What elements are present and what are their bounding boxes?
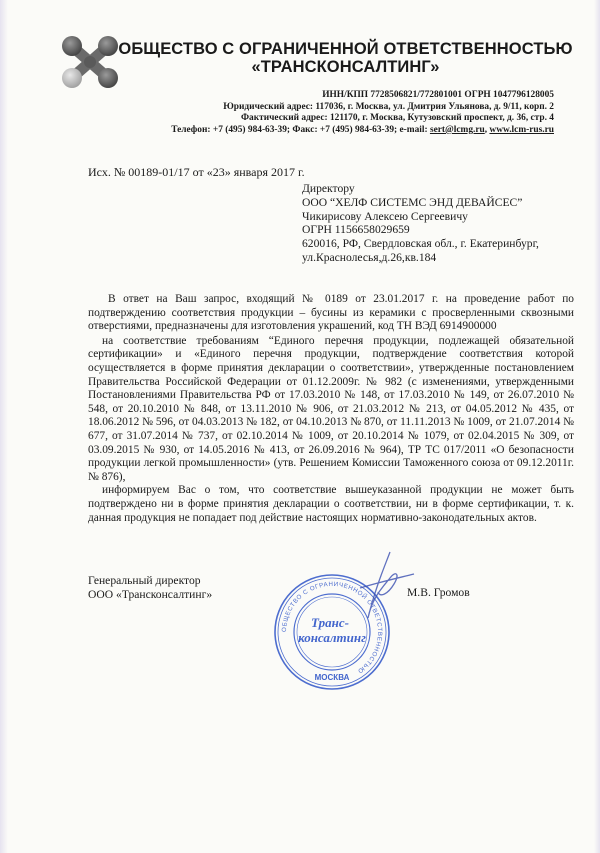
handwritten-signature-icon bbox=[350, 548, 420, 628]
stamp-text-line1: Транс- bbox=[311, 615, 349, 630]
inn-line: ИНН/КПП 7728506821/772801001 ОГРН 1047796128005 bbox=[322, 90, 554, 100]
scan-edge-left bbox=[0, 0, 8, 853]
company-logo-icon bbox=[60, 34, 120, 90]
outgoing-number: Исх. № 00189-01/17 от «23» января 2017 г. bbox=[88, 165, 305, 179]
recipient-line: ООО “ХЕЛФ СИСТЕМС ЭНД ДЕВАЙСЕС” bbox=[302, 195, 523, 209]
legal-address: Юридический адрес: 117036, г. Москва, ул. Дмитрия Ульянова, д. 9/11, корп. 2 bbox=[223, 101, 554, 112]
stamp-text-line2: консалтинг bbox=[298, 630, 366, 645]
org-title-line2: «ТРАНСКОНСАЛТИНГ» bbox=[251, 58, 440, 76]
recipient-line: Чикирисову Алексею Сергеевичу bbox=[302, 209, 468, 223]
website-link[interactable]: www.lcm-rus.ru bbox=[489, 124, 554, 135]
recipient-line: ул.Краснолесья,д.26,кв.184 bbox=[302, 250, 437, 264]
organization-title bbox=[118, 40, 573, 76]
recipient-line: 620016, РФ, Свердловская обл., г. Екатеринбург, bbox=[302, 237, 539, 251]
signatory-company: ООО «Трансконсалтинг» bbox=[88, 588, 213, 601]
contacts-text: Телефон: +7 (495) 984-63-39; Факс: +7 (495) 984-63-39; e-mail: bbox=[171, 124, 430, 135]
body-paragraph-2: на соответствие требованиям “Единого перечня продукции, подлежащей обязательной сертификации» и «Единого перечня продукции, подтверждение соответствия которой осуществляется в форме принятия декларации о соответствии», утвержденные постановлением Правительства Российской Федерации от 01.12.2009г. № 982 (с изменениями, утвержденными Постановлениями Правительства РФ от 17.03.2010 № 148, от 17.03.2010 № 149, от 26.07.2010 № 548, от 20.10.2010 № 848, от 13.11.2010 № 906, от 21.03.2012 № 213, от 04.05.2012 № 435, от 18.06.2012 № 596, от 04.03.2013 № 182, от 04.10.2013 № 870, от 11.11.2013 № 1009, от 21.07.2014 № 677, от 31.07.2014 № 737, от 02.10.2014 № 1009, от 20.10.2014 № 1079, от 02.04.2015 № 309, от 03.09.2015 № 930, от 14.05.2016 № 413, от 26.09.2016 № 964), ТР ТС 017/2011 «О безопасности продукции легкой промышленности» (утв. Решением Комиссии Таможенного союза от 09.12.2011г. № 876), bbox=[88, 334, 574, 483]
org-title-line1: ОБЩЕСТВО С ОГРАНИЧЕННОЙ ОТВЕТСТВЕННОСТЬЮ bbox=[118, 40, 573, 58]
stamp-city: МОСКВА bbox=[314, 673, 350, 682]
contacts-line bbox=[84, 125, 554, 137]
body-paragraph-1: В ответ на Ваш запрос, входящий № 0189 от 23.01.2017 г. на проведение работ по подтверждению соответствия продукции – бусины из керамики с просверленными сквозными отверстиями, предназначены для изготовления украшений, код ТН ВЭД 6914900000 bbox=[88, 293, 574, 333]
stamp-ring-text: ОБЩЕСТВО С ОГРАНИЧЕННОЙ ОТВЕТСТВЕННОСТЬЮ bbox=[280, 580, 384, 675]
signatory-position: Генеральный директор bbox=[88, 574, 201, 587]
contacts-separator: , bbox=[484, 124, 490, 135]
recipient-line: ОГРН 1156658029659 bbox=[302, 223, 410, 237]
body-paragraph-3: информируем Вас о том, что соответствие вышеуказанной продукции не может быть подтверждено ни в форме принятия декларации о соответствии, ни в форме сертификации, т. к. данная продукция не попадает под действие настоящих нормативно-законодательных актов. bbox=[88, 484, 574, 524]
letter-body bbox=[88, 293, 574, 525]
signatory-name: М.В. Громов bbox=[407, 586, 470, 599]
signatory-block bbox=[88, 574, 212, 602]
organization-details bbox=[84, 90, 554, 136]
actual-address: Фактический адрес: 121170, г. Москва, Кутузовский проспект, д. 36, стр. 4 bbox=[240, 113, 554, 124]
email-link[interactable]: sert@lcmg.ru bbox=[429, 124, 485, 135]
recipient-line: Директору bbox=[302, 182, 355, 195]
scan-edge-right bbox=[594, 0, 600, 853]
recipient-block bbox=[302, 182, 539, 265]
